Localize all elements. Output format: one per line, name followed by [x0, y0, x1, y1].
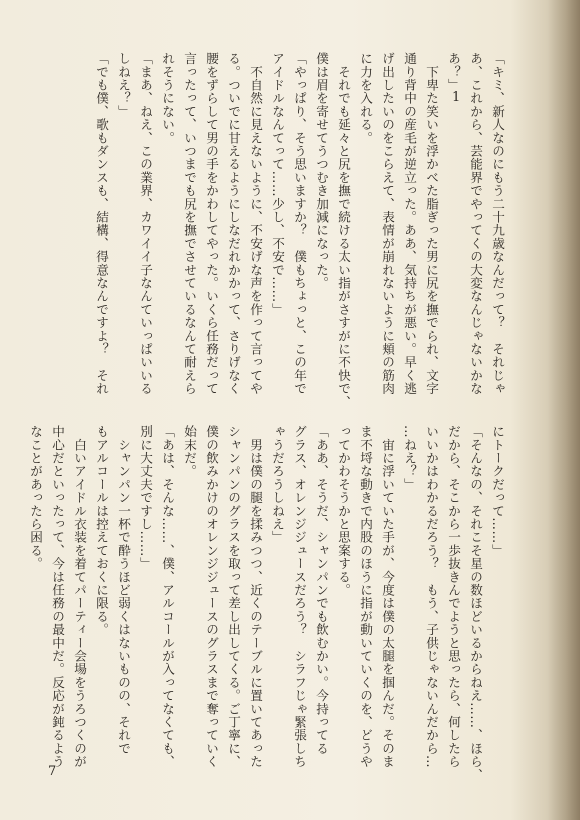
text-line: 「キミ、新人なのにもう二十九歳なんだって？ それじゃ	[490, 52, 505, 396]
text-line: 「やっぱり、そう思いますか？ 僕もちょっと、この年で	[292, 52, 307, 396]
text-line: 「そんなの、それこそ星の数ほどいるからねえ……、ほら、	[468, 425, 483, 782]
text-line: 宙に浮いていた手が、今度は僕の太腿を掴んだ。そのま	[380, 425, 395, 769]
page-number: 7	[48, 764, 57, 779]
text-line: 言ったって、いつまでも尻を撫でさせているなんて耐えら	[182, 52, 197, 396]
upper-text-block	[90, 52, 508, 409]
chapter-number: 1	[452, 90, 461, 105]
text-line: 白いアイドル衣装を着てパーティー会場をうろつくのが	[72, 425, 87, 769]
text-line: ってかわそうかと思案する。	[336, 425, 351, 597]
text-line: 「まあ、ねえ、この業界、カワイイ子なんていっぱいいる	[138, 52, 153, 396]
text-line: げ出したいのをこらえて、表情が崩れないように頬の筋肉	[380, 52, 395, 396]
text-line: ゃうだろうしねえ」	[270, 425, 285, 544]
text-line: …ねえ？」	[402, 425, 417, 491]
text-line: る。ついでに甘えるようにしなだれかかって、さりげなく	[226, 52, 241, 396]
text-line: だから、そこから一歩抜きんでようと思ったら、何したら	[446, 425, 461, 769]
text-line: もアルコールは控えておくに限る。	[94, 425, 109, 637]
text-line: 通り背中の産毛が逆立った。ああ、気持ちが悪い。早く逃	[402, 52, 417, 396]
lower-text-block	[24, 425, 508, 782]
text-line: 下卑た笑いを浮かべた脂ぎった男に尻を撫でられ、文字	[424, 52, 439, 396]
text-line: シャンパンのグラスを取って差し出してくる。ご丁寧に、	[226, 425, 241, 769]
text-line: に力を入れる。	[358, 52, 373, 145]
text-line: いいかはわかるだろう？ もう、子供じゃないんだから…	[424, 425, 439, 769]
text-line: アイドルなんてって……少し、不安で……」	[270, 52, 285, 316]
text-line: れそうにない。	[160, 52, 175, 145]
text-line: 始末だ。	[182, 425, 197, 478]
text-line: 中心だといったって、今は任務の最中だ。反応が鈍るよう	[50, 425, 65, 769]
text-line: 僕の飲みかけのオレンジジュースのグラスまで奪っていく	[204, 425, 219, 769]
page-gutter-shadow	[548, 0, 580, 820]
text-line: シャンパン一杯で酔うほど弱くはないものの、それで	[116, 425, 131, 755]
text-line: にトークだって……」	[490, 425, 505, 557]
text-line: 男は僕の腿を揉みつつ、近くのテーブルに置いてあった	[248, 425, 263, 769]
text-line: それでも延々と尻を撫で続ける太い指がさすがに不快で、	[336, 52, 351, 409]
text-line: 腰をずらして男の手をかわしてやった。いくら任務だって	[204, 52, 219, 396]
text-line: なことがあったら困る。	[28, 425, 43, 571]
text-line: 僕は眉を寄せてうつむき加減になった。	[314, 52, 329, 290]
text-line: 「あは、そんな……、僕、アルコールが入ってなくても、	[160, 425, 175, 769]
text-line: グラス、オレンジジュースだろう？ シラフじゃ緊張しち	[292, 425, 307, 769]
text-line: しねえ？」	[116, 52, 131, 118]
text-line: あ？」	[446, 52, 461, 92]
text-line: 「ああ、そうだ、シャンパンでも飲むかい。今持ってる	[314, 425, 329, 755]
text-line: あ、これから、芸能界でやってくの大変なんじゃないかな	[468, 52, 483, 396]
text-line: 不自然に見えないように、不安げな声を作って言ってや	[248, 52, 263, 396]
text-line: 別に大丈夫ですし……」	[138, 425, 153, 571]
text-line: ま不埒な動きで内股のほうに指が動いていくのを、どうや	[358, 425, 373, 769]
text-line: 「でも僕、歌もダンスも、結構、得意なんですよ？ それ	[94, 52, 109, 396]
